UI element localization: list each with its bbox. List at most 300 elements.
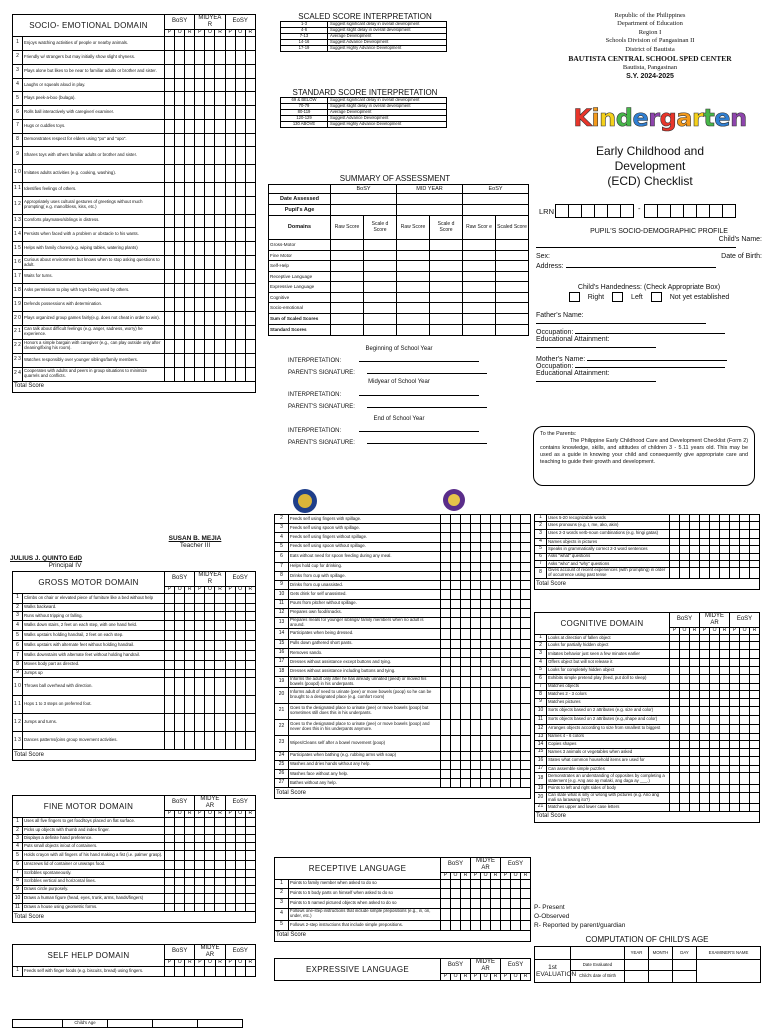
check-cell[interactable] — [205, 834, 215, 842]
check-cell[interactable] — [750, 553, 760, 560]
check-cell[interactable] — [235, 50, 245, 64]
check-cell[interactable] — [501, 879, 511, 888]
check-cell[interactable] — [235, 325, 245, 339]
check-cell[interactable] — [235, 732, 245, 750]
check-cell[interactable] — [165, 678, 175, 696]
check-cell[interactable] — [441, 533, 451, 542]
check-cell[interactable] — [690, 546, 700, 553]
check-cell[interactable] — [491, 533, 501, 542]
check-cell[interactable] — [471, 676, 481, 687]
check-cell[interactable] — [740, 659, 750, 667]
check-cell[interactable] — [215, 593, 225, 603]
check-cell[interactable] — [521, 908, 531, 920]
check-cell[interactable] — [175, 826, 185, 834]
check-cell[interactable] — [185, 182, 195, 196]
check-cell[interactable] — [710, 515, 720, 522]
check-cell[interactable] — [451, 687, 461, 703]
check-cell[interactable] — [451, 888, 461, 898]
check-cell[interactable] — [750, 793, 760, 804]
check-cell[interactable] — [471, 599, 481, 608]
check-cell[interactable] — [205, 106, 215, 120]
check-cell[interactable] — [195, 64, 205, 78]
check-cell[interactable] — [175, 869, 185, 877]
check-cell[interactable] — [461, 676, 471, 687]
check-cell[interactable] — [710, 785, 720, 793]
check-cell[interactable] — [740, 698, 750, 706]
check-cell[interactable] — [175, 133, 185, 146]
check-cell[interactable] — [225, 612, 235, 621]
check-cell[interactable] — [720, 785, 730, 793]
check-cell[interactable] — [225, 311, 235, 325]
check-cell[interactable] — [185, 164, 195, 182]
check-cell[interactable] — [235, 339, 245, 353]
check-cell[interactable] — [750, 691, 760, 699]
check-cell[interactable] — [750, 529, 760, 538]
check-cell[interactable] — [165, 367, 175, 381]
check-cell[interactable] — [185, 732, 195, 750]
check-cell[interactable] — [451, 581, 461, 590]
check-cell[interactable] — [225, 78, 235, 92]
check-cell[interactable] — [185, 298, 195, 312]
lrn-digit-box[interactable] — [568, 204, 582, 218]
check-cell[interactable] — [501, 703, 511, 719]
check-cell[interactable] — [235, 270, 245, 284]
check-cell[interactable] — [245, 603, 255, 612]
check-cell[interactable] — [730, 724, 740, 733]
check-cell[interactable] — [720, 724, 730, 733]
check-cell[interactable] — [491, 599, 501, 608]
check-cell[interactable] — [730, 529, 740, 538]
check-cell[interactable] — [205, 311, 215, 325]
check-cell[interactable] — [245, 133, 255, 146]
check-cell[interactable] — [511, 551, 521, 562]
check-cell[interactable] — [205, 242, 215, 256]
check-cell[interactable] — [185, 603, 195, 612]
check-cell[interactable] — [461, 908, 471, 920]
check-cell[interactable] — [680, 522, 690, 529]
check-cell[interactable] — [235, 669, 245, 678]
check-cell[interactable] — [461, 599, 471, 608]
check-cell[interactable] — [521, 551, 531, 562]
check-cell[interactable] — [185, 64, 195, 78]
check-cell[interactable] — [215, 714, 225, 732]
check-cell[interactable] — [175, 620, 185, 630]
check-cell[interactable] — [235, 660, 245, 669]
check-cell[interactable] — [481, 888, 491, 898]
check-cell[interactable] — [165, 242, 175, 256]
check-cell[interactable] — [730, 733, 740, 741]
check-cell[interactable] — [461, 760, 471, 769]
check-cell[interactable] — [165, 612, 175, 621]
check-cell[interactable] — [205, 164, 215, 182]
check-cell[interactable] — [720, 691, 730, 699]
check-cell[interactable] — [165, 92, 175, 106]
check-cell[interactable] — [690, 785, 700, 793]
check-cell[interactable] — [215, 78, 225, 92]
summary-cell[interactable] — [463, 303, 496, 314]
check-cell[interactable] — [205, 36, 215, 50]
check-cell[interactable] — [165, 164, 175, 182]
check-cell[interactable] — [680, 741, 690, 749]
check-cell[interactable] — [235, 36, 245, 50]
check-cell[interactable] — [471, 533, 481, 542]
check-cell[interactable] — [750, 748, 760, 756]
check-cell[interactable] — [491, 769, 501, 778]
check-cell[interactable] — [195, 593, 205, 603]
check-cell[interactable] — [245, 284, 255, 298]
check-cell[interactable] — [700, 803, 710, 811]
check-cell[interactable] — [165, 834, 175, 842]
check-cell[interactable] — [491, 703, 501, 719]
summary-cell[interactable] — [364, 271, 397, 282]
check-cell[interactable] — [195, 650, 205, 660]
check-cell[interactable] — [245, 826, 255, 834]
check-cell[interactable] — [461, 719, 471, 735]
check-cell[interactable] — [511, 542, 521, 551]
check-cell[interactable] — [235, 133, 245, 146]
check-cell[interactable] — [225, 834, 235, 842]
check-cell[interactable] — [165, 284, 175, 298]
check-cell[interactable] — [481, 769, 491, 778]
check-cell[interactable] — [225, 284, 235, 298]
check-cell[interactable] — [235, 311, 245, 325]
check-cell[interactable] — [245, 228, 255, 242]
check-cell[interactable] — [680, 683, 690, 691]
check-cell[interactable] — [175, 603, 185, 612]
check-cell[interactable] — [185, 133, 195, 146]
check-cell[interactable] — [245, 298, 255, 312]
check-cell[interactable] — [680, 674, 690, 683]
check-cell[interactable] — [740, 715, 750, 724]
check-cell[interactable] — [185, 669, 195, 678]
check-cell[interactable] — [670, 522, 680, 529]
check-cell[interactable] — [245, 696, 255, 714]
summary-cell[interactable] — [430, 303, 463, 314]
lrn-digit-box[interactable] — [644, 204, 658, 218]
check-cell[interactable] — [670, 683, 680, 691]
check-cell[interactable] — [245, 620, 255, 630]
check-cell[interactable] — [441, 551, 451, 562]
check-cell[interactable] — [175, 64, 185, 78]
check-cell[interactable] — [225, 678, 235, 696]
check-cell[interactable] — [511, 898, 521, 908]
check-cell[interactable] — [690, 748, 700, 756]
check-cell[interactable] — [175, 885, 185, 893]
check-cell[interactable] — [690, 724, 700, 733]
check-cell[interactable] — [205, 826, 215, 834]
check-cell[interactable] — [175, 367, 185, 381]
check-cell[interactable] — [521, 599, 531, 608]
check-cell[interactable] — [235, 593, 245, 603]
check-cell[interactable] — [175, 196, 185, 214]
check-cell[interactable] — [501, 533, 511, 542]
check-cell[interactable] — [471, 639, 481, 648]
check-cell[interactable] — [441, 676, 451, 687]
check-cell[interactable] — [205, 353, 215, 367]
sig-line[interactable] — [367, 407, 487, 408]
summary-cell[interactable] — [397, 313, 430, 324]
check-cell[interactable] — [245, 817, 255, 826]
check-cell[interactable] — [185, 196, 195, 214]
check-cell[interactable] — [165, 660, 175, 669]
check-cell[interactable] — [511, 571, 521, 580]
check-cell[interactable] — [461, 608, 471, 617]
check-cell[interactable] — [175, 966, 185, 976]
check-cell[interactable] — [740, 634, 750, 642]
check-cell[interactable] — [175, 36, 185, 50]
check-cell[interactable] — [235, 284, 245, 298]
check-cell[interactable] — [235, 256, 245, 270]
check-cell[interactable] — [750, 733, 760, 741]
check-cell[interactable] — [175, 612, 185, 621]
check-cell[interactable] — [195, 270, 205, 284]
check-cell[interactable] — [195, 696, 205, 714]
check-cell[interactable] — [700, 560, 710, 567]
check-cell[interactable] — [461, 581, 471, 590]
check-cell[interactable] — [195, 339, 205, 353]
check-cell[interactable] — [521, 628, 531, 639]
summary-cell[interactable] — [430, 292, 463, 303]
check-cell[interactable] — [521, 760, 531, 769]
check-cell[interactable] — [225, 298, 235, 312]
check-cell[interactable] — [175, 714, 185, 732]
check-cell[interactable] — [165, 228, 175, 242]
check-cell[interactable] — [225, 696, 235, 714]
check-cell[interactable] — [750, 724, 760, 733]
check-cell[interactable] — [175, 311, 185, 325]
summary-cell[interactable] — [397, 250, 430, 261]
check-cell[interactable] — [511, 515, 521, 524]
check-cell[interactable] — [245, 877, 255, 885]
check-cell[interactable] — [185, 843, 195, 851]
check-cell[interactable] — [205, 228, 215, 242]
check-cell[interactable] — [710, 650, 720, 659]
check-cell[interactable] — [185, 851, 195, 861]
check-cell[interactable] — [185, 894, 195, 904]
check-cell[interactable] — [195, 861, 205, 869]
check-cell[interactable] — [205, 669, 215, 678]
check-cell[interactable] — [205, 678, 215, 696]
check-cell[interactable] — [720, 568, 730, 579]
check-cell[interactable] — [680, 706, 690, 715]
check-cell[interactable] — [185, 612, 195, 621]
check-cell[interactable] — [441, 879, 451, 888]
check-cell[interactable] — [165, 966, 175, 976]
check-cell[interactable] — [710, 529, 720, 538]
education-line[interactable] — [536, 345, 656, 348]
check-cell[interactable] — [215, 620, 225, 630]
summary-cell[interactable] — [331, 292, 364, 303]
check-cell[interactable] — [195, 228, 205, 242]
check-cell[interactable] — [441, 608, 451, 617]
check-cell[interactable] — [245, 660, 255, 669]
check-cell[interactable] — [441, 542, 451, 551]
check-cell[interactable] — [750, 522, 760, 529]
check-cell[interactable] — [235, 353, 245, 367]
check-cell[interactable] — [720, 650, 730, 659]
check-cell[interactable] — [185, 861, 195, 869]
check-cell[interactable] — [670, 785, 680, 793]
check-cell[interactable] — [215, 885, 225, 893]
check-cell[interactable] — [521, 719, 531, 735]
lrn-digit-box[interactable] — [607, 204, 621, 218]
check-cell[interactable] — [471, 542, 481, 551]
check-cell[interactable] — [175, 696, 185, 714]
check-cell[interactable] — [461, 779, 471, 788]
check-cell[interactable] — [471, 524, 481, 533]
check-cell[interactable] — [720, 666, 730, 674]
check-cell[interactable] — [700, 650, 710, 659]
occupation-line[interactable] — [575, 333, 725, 334]
check-cell[interactable] — [501, 599, 511, 608]
check-cell[interactable] — [225, 106, 235, 120]
check-cell[interactable] — [720, 546, 730, 553]
check-cell[interactable] — [481, 581, 491, 590]
check-cell[interactable] — [740, 650, 750, 659]
check-cell[interactable] — [235, 826, 245, 834]
summary-cell[interactable] — [331, 271, 364, 282]
check-cell[interactable] — [690, 568, 700, 579]
check-cell[interactable] — [690, 560, 700, 567]
summary-cell[interactable] — [397, 240, 430, 251]
check-cell[interactable] — [205, 92, 215, 106]
check-cell[interactable] — [451, 542, 461, 551]
check-cell[interactable] — [185, 640, 195, 650]
check-cell[interactable] — [740, 568, 750, 579]
check-cell[interactable] — [185, 214, 195, 228]
check-cell[interactable] — [670, 724, 680, 733]
check-cell[interactable] — [680, 803, 690, 811]
check-cell[interactable] — [740, 765, 750, 773]
check-cell[interactable] — [491, 515, 501, 524]
check-cell[interactable] — [195, 164, 205, 182]
check-cell[interactable] — [245, 630, 255, 640]
check-cell[interactable] — [215, 367, 225, 381]
check-cell[interactable] — [700, 785, 710, 793]
check-cell[interactable] — [670, 691, 680, 699]
check-cell[interactable] — [491, 581, 501, 590]
check-cell[interactable] — [441, 687, 451, 703]
check-cell[interactable] — [521, 608, 531, 617]
check-cell[interactable] — [451, 908, 461, 920]
check-cell[interactable] — [175, 298, 185, 312]
check-cell[interactable] — [235, 640, 245, 650]
check-cell[interactable] — [245, 861, 255, 869]
check-cell[interactable] — [205, 64, 215, 78]
check-cell[interactable] — [670, 756, 680, 765]
check-cell[interactable] — [185, 714, 195, 732]
check-cell[interactable] — [501, 581, 511, 590]
check-cell[interactable] — [245, 106, 255, 120]
check-cell[interactable] — [235, 64, 245, 78]
check-cell[interactable] — [511, 581, 521, 590]
check-cell[interactable] — [225, 119, 235, 133]
check-cell[interactable] — [451, 599, 461, 608]
summary-cell[interactable] — [430, 324, 463, 335]
check-cell[interactable] — [235, 834, 245, 842]
check-cell[interactable] — [690, 553, 700, 560]
check-cell[interactable] — [750, 650, 760, 659]
check-cell[interactable] — [245, 242, 255, 256]
check-cell[interactable] — [700, 538, 710, 545]
check-cell[interactable] — [481, 760, 491, 769]
check-cell[interactable] — [195, 732, 205, 750]
check-cell[interactable] — [720, 715, 730, 724]
check-cell[interactable] — [451, 769, 461, 778]
check-cell[interactable] — [700, 659, 710, 667]
check-cell[interactable] — [471, 879, 481, 888]
check-cell[interactable] — [680, 733, 690, 741]
check-cell[interactable] — [195, 834, 205, 842]
check-cell[interactable] — [730, 553, 740, 560]
check-cell[interactable] — [175, 256, 185, 270]
check-cell[interactable] — [511, 703, 521, 719]
check-cell[interactable] — [501, 898, 511, 908]
check-cell[interactable] — [451, 879, 461, 888]
check-cell[interactable] — [680, 785, 690, 793]
summary-cell[interactable] — [463, 324, 496, 335]
check-cell[interactable] — [165, 904, 175, 912]
check-cell[interactable] — [165, 339, 175, 353]
check-cell[interactable] — [165, 817, 175, 826]
check-cell[interactable] — [441, 779, 451, 788]
check-cell[interactable] — [175, 164, 185, 182]
check-cell[interactable] — [481, 533, 491, 542]
check-cell[interactable] — [511, 735, 521, 751]
check-cell[interactable] — [710, 756, 720, 765]
check-cell[interactable] — [491, 551, 501, 562]
check-cell[interactable] — [165, 640, 175, 650]
check-cell[interactable] — [720, 733, 730, 741]
check-cell[interactable] — [511, 676, 521, 687]
check-cell[interactable] — [215, 325, 225, 339]
check-cell[interactable] — [461, 703, 471, 719]
check-cell[interactable] — [750, 659, 760, 667]
check-cell[interactable] — [245, 270, 255, 284]
check-cell[interactable] — [205, 630, 215, 640]
check-cell[interactable] — [185, 325, 195, 339]
check-cell[interactable] — [195, 843, 205, 851]
check-cell[interactable] — [225, 64, 235, 78]
check-cell[interactable] — [491, 608, 501, 617]
sig-line[interactable] — [367, 443, 487, 444]
check-cell[interactable] — [225, 214, 235, 228]
check-cell[interactable] — [461, 751, 471, 760]
check-cell[interactable] — [461, 524, 471, 533]
check-cell[interactable] — [511, 769, 521, 778]
check-cell[interactable] — [441, 524, 451, 533]
interp-line[interactable] — [359, 361, 479, 362]
check-cell[interactable] — [215, 843, 225, 851]
check-cell[interactable] — [740, 560, 750, 567]
check-cell[interactable] — [225, 817, 235, 826]
check-cell[interactable] — [215, 50, 225, 64]
check-cell[interactable] — [205, 78, 215, 92]
check-cell[interactable] — [441, 658, 451, 667]
check-cell[interactable] — [205, 851, 215, 861]
check-cell[interactable] — [710, 741, 720, 749]
check-cell[interactable] — [165, 119, 175, 133]
check-cell[interactable] — [225, 164, 235, 182]
check-cell[interactable] — [165, 353, 175, 367]
check-cell[interactable] — [710, 803, 720, 811]
check-cell[interactable] — [700, 773, 710, 785]
check-cell[interactable] — [481, 879, 491, 888]
check-cell[interactable] — [215, 877, 225, 885]
check-cell[interactable] — [205, 660, 215, 669]
check-cell[interactable] — [195, 894, 205, 904]
check-cell[interactable] — [750, 741, 760, 749]
